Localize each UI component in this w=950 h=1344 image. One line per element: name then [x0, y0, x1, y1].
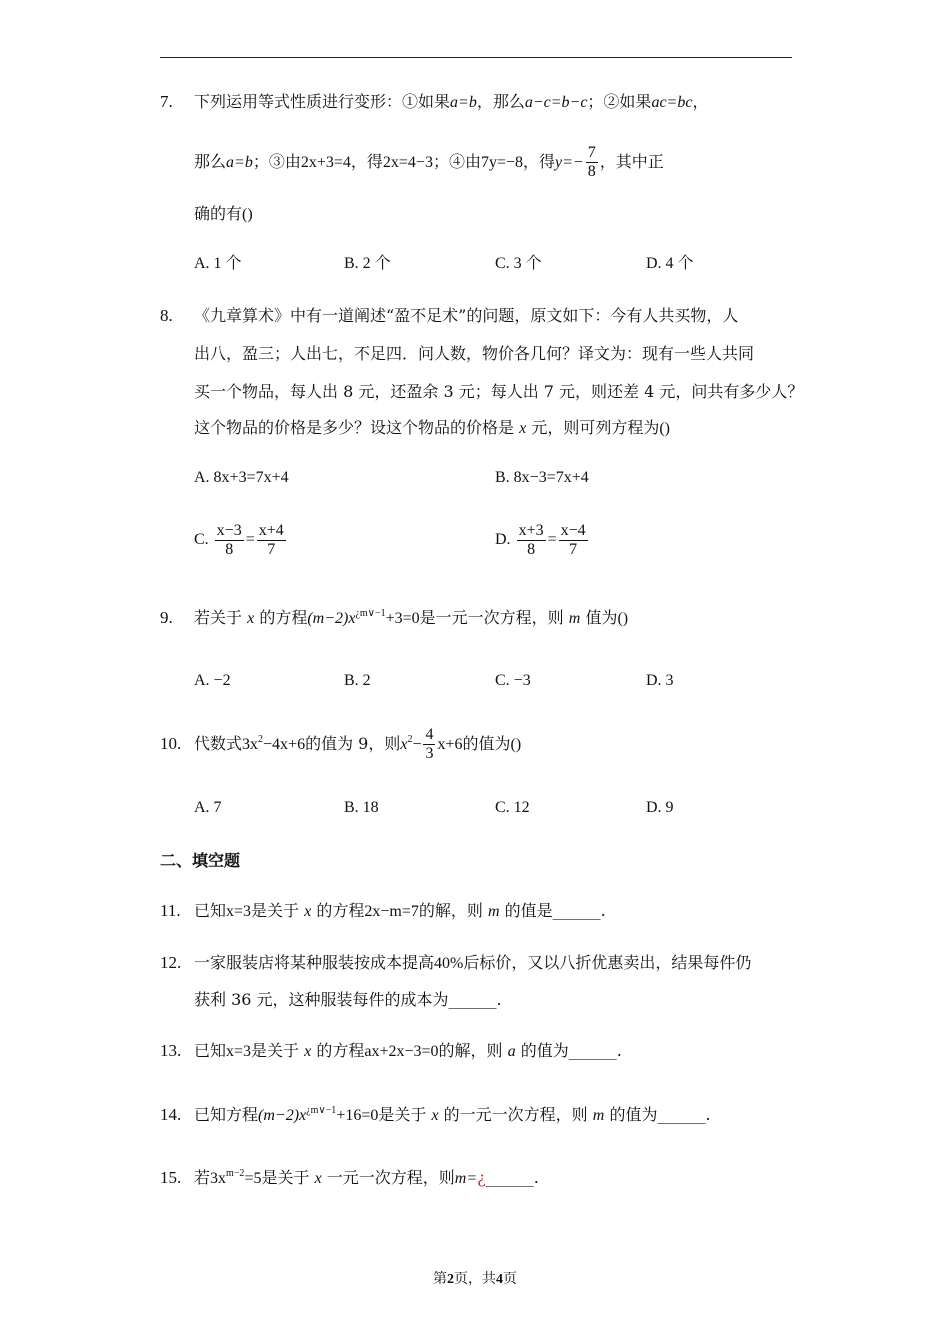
- q9-option-d: D. 3: [646, 672, 674, 689]
- q11-number: 11.: [160, 901, 181, 920]
- q9-number: 9.: [160, 608, 173, 627]
- q10-text: 代数式$3x^2-4x+6$的值为 9，则$x^2-$ $\frac{4}{3}$ x+6的值为(): [194, 726, 522, 762]
- q7-line2: 那么a=b；③由2x+3=4，得2x=4−3；④由7y=−8，得y=− $\frac{7}{8}$ ，其中正: [194, 144, 664, 180]
- section-fill-in-heading: 二、填空题: [160, 851, 241, 870]
- q8-option-a: A. 8x+3=7x+4: [194, 469, 289, 486]
- q10-option-d: D. 9: [646, 799, 674, 816]
- page-footer: 第2页，共4页: [433, 1272, 517, 1287]
- q8-line2: 出八，盈三；人出七，不足四．问人数，物价各几何？译文为：现有一些人共同: [194, 344, 755, 363]
- q7-option-a: A. 1 个: [194, 255, 242, 272]
- q8-option-b: B. 8x−3=7x+4: [495, 469, 589, 486]
- q15-number: 15.: [160, 1168, 182, 1187]
- q10-option-c: C. 12: [495, 799, 530, 816]
- q12-line1: 一家服装店将某种服装按成本提高40%后标价，又以八折优惠卖出，结果每件仍: [194, 953, 752, 972]
- q13-text: 已知x=3是关于 x 的方程ax+2x−3=0的解，则 a 的值为______.: [194, 1041, 622, 1060]
- q14-text: 已知方程$(m-2)x^{¿m\vee-1}+16=0$是关于 x 的一元一次方程，则 m 的值为______.: [194, 1105, 711, 1124]
- q15-text: 若$3x^{m-2}=5$是关于 x 一元一次方程，则m=¿______.: [194, 1168, 539, 1187]
- q7-option-c: C. 3 个: [495, 255, 542, 272]
- q8-line1: 《九章算术》中有一道阐述“盈不足术”的问题，原文如下：今有人共买物，人: [194, 306, 739, 325]
- q8-option-d: D. $\frac{x+3}{8}$ = $\frac{x-4}{7}$: [495, 521, 586, 558]
- header-rule: [160, 57, 792, 58]
- q14-number: 14.: [160, 1105, 182, 1124]
- q7-fraction: $\frac{7}{8}$: [587, 144, 596, 180]
- q7-option-b: B. 2 个: [344, 255, 391, 272]
- q11-text: 已知x=3是关于 x 的方程2x−m=7的解，则 m 的值是______.: [194, 901, 606, 920]
- q12-line2: 获利 36 元，这种服装每件的成本为______.: [194, 990, 502, 1009]
- q9-option-c: C. −3: [495, 672, 531, 689]
- q9-text: 若关于 x 的方程$(m-2)x^{¿m\vee-1}+3=0$是一元一次方程，则 m 值为(): [194, 608, 629, 627]
- q8-option-c: C. $\frac{x-3}{8}$ = $\frac{x+4}{7}$: [194, 521, 284, 558]
- q13-number: 13.: [160, 1041, 182, 1060]
- q7-option-d: D. 4 个: [646, 255, 694, 272]
- q7-line3: 确的有(): [194, 204, 253, 223]
- q8-line4: 这个物品的价格是多少？设这个物品的价格是 x 元，则可列方程为(): [194, 418, 670, 437]
- q7-number: 7.: [160, 92, 173, 111]
- q10-option-b: B. 18: [344, 799, 379, 816]
- q10-option-a: A. 7: [194, 799, 222, 816]
- q10-number: 10.: [160, 734, 182, 753]
- q12-number: 12.: [160, 953, 182, 972]
- q9-option-a: A. −2: [194, 672, 231, 689]
- q9-option-b: B. 2: [344, 672, 371, 689]
- q7-line1: 下列运用等式性质进行变形：①如果a=b，那么a−c=b−c；②如果ac=bc，: [194, 92, 709, 111]
- q8-line3: 买一个物品，每人出 8 元，还盈余 3 元；每人出 7 元，则还差 4 元，问共有多少人？: [194, 382, 804, 401]
- q8-number: 8.: [160, 306, 173, 325]
